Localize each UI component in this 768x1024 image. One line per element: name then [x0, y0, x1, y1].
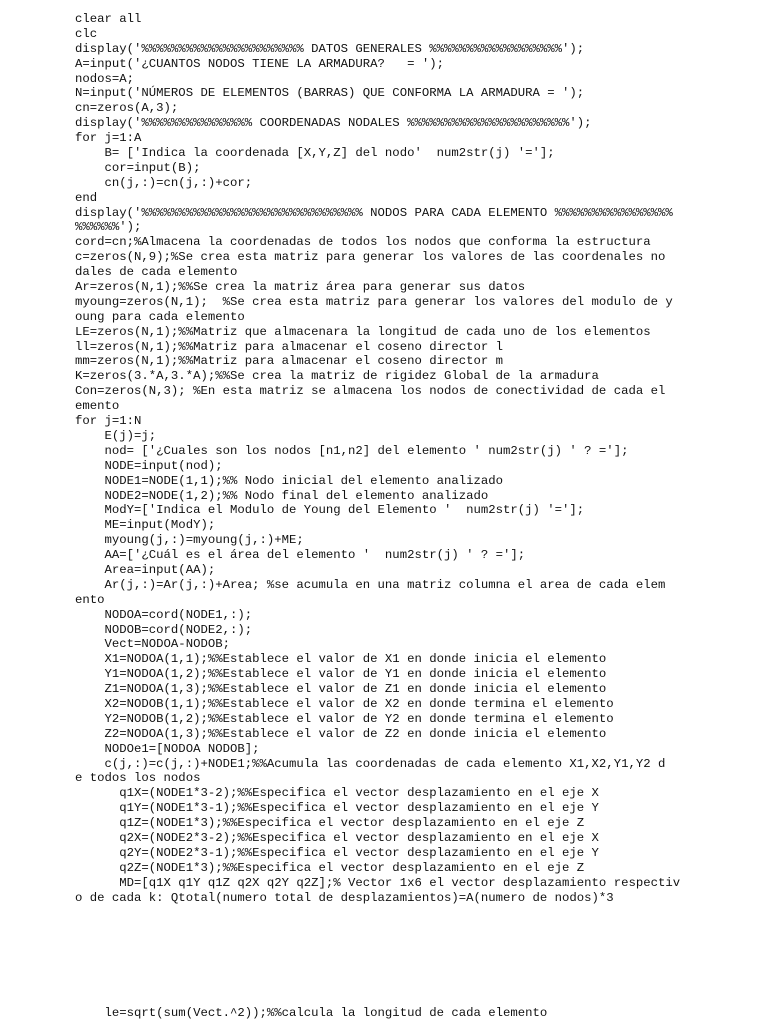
code-line: ento: [75, 592, 105, 607]
code-line: q1X=(NODE1*3-2);%%Especifica el vector desplazamiento en el eje X: [75, 786, 599, 801]
code-line: mm=zeros(N,1);%%Matriz para almacenar el coseno director m: [75, 354, 504, 369]
code-line: emento: [75, 399, 120, 414]
code-line: c(j,:)=c(j,:)+NODE1;%%Acumula las coordenadas de cada elemento X1,X2,Y1,Y2 d: [75, 756, 666, 771]
code-line: Z1=NODOA(1,3);%%Establece el valor de Z1 en donde inicia el elemento: [75, 682, 607, 697]
code-line: Y1=NODOA(1,2);%%Establece el valor de Y1 en donde inicia el elemento: [75, 667, 607, 682]
code-line: cn(j,:)=cn(j,:)+cor;: [75, 175, 253, 190]
code-line: Y2=NODOB(1,2);%%Establece el valor de Y2 en donde termina el elemento: [75, 711, 614, 726]
code-line: %%%%%%');: [75, 220, 142, 235]
code-line: B= ['Indica la coordenada [X,Y,Z] del nodo' num2str(j) '='];: [75, 146, 555, 161]
code-line: Area=input(AA);: [75, 562, 216, 577]
code-line: for j=1:A: [75, 131, 142, 146]
code-line: A=input('¿CUANTOS NODOS TIENE LA ARMADURA? = ');: [75, 56, 444, 71]
code-line: nod= ['¿Cuales son los nodos [n1,n2] del elemento ' num2str(j) ' ? ='];: [75, 443, 629, 458]
code-line-length: le=sqrt(sum(Vect.^2));%%calcula la longitud de cada elemento: [75, 1006, 548, 1020]
code-line: nodos=A;: [75, 71, 135, 86]
code-line: E(j)=j;: [75, 428, 157, 443]
code-line: cord=cn;%Almacena la coordenadas de todos los nodos que conforma la estructura: [75, 235, 651, 250]
code-line: ModY=['Indica el Modulo de Young del Elemento ' num2str(j) '='];: [75, 503, 585, 518]
code-line: NODOA=cord(NODE1,:);: [75, 607, 253, 622]
code-line: Ar(j,:)=Ar(j,:)+Area; %se acumula en una matriz columna el area de cada elem: [75, 577, 666, 592]
code-line: q1Z=(NODE1*3);%%Especifica el vector desplazamiento en el eje Z: [75, 816, 585, 831]
code-line: clear all: [75, 12, 142, 26]
code-line: Ar=zeros(N,1);%%Se crea la matriz área para generar sus datos: [75, 280, 526, 295]
code-line: ll=zeros(N,1);%%Matriz para almacenar el coseno director l: [75, 339, 504, 354]
code-line: AA=['¿Cuál es el área del elemento ' num2str(j) ' ? ='];: [75, 548, 526, 563]
code-line: NODE1=NODE(1,1);%% Nodo inicial del elemento analizado: [75, 473, 504, 488]
code-line: ME=input(ModY);: [75, 518, 216, 533]
code-line: K=zeros(3.*A,3.*A);%%Se crea la matriz de rigidez Global de la armadura: [75, 369, 599, 384]
code-line: NODE2=NODE(1,2);%% Nodo final del elemento analizado: [75, 488, 489, 503]
code-line: NODOB=cord(NODE2,:);: [75, 622, 253, 637]
code-line: q2Z=(NODE1*3);%%Especifica el vector desplazamiento en el eje Z: [75, 860, 585, 875]
code-line: display('%%%%%%%%%%%%%%%%%%%%%% DATOS GENERALES %%%%%%%%%%%%%%%%%%');: [75, 41, 585, 56]
code-line: Vect=NODOA-NODOB;: [75, 637, 230, 652]
code-line: c=zeros(N,9);%Se crea esta matriz para generar los valores de las coordenales no: [75, 250, 666, 265]
code-line: Z2=NODOA(1,3);%%Establece el valor de Z2 en donde inicia el elemento: [75, 726, 607, 741]
code-line: end: [75, 190, 98, 205]
code-line: cor=input(B);: [75, 160, 201, 175]
code-line: display('%%%%%%%%%%%%%%%%%%%%%%%%%%%%%% NODOS PARA CADA ELEMENTO %%%%%%%%%%%%%%%%: [75, 205, 673, 220]
code-listing: [75, 12, 680, 905]
code-line: for j=1:N: [75, 414, 142, 429]
code-line: q2X=(NODE2*3-2);%%Especifica el vector desplazamiento en el eje X: [75, 830, 599, 845]
code-line: cn=zeros(A,3);: [75, 101, 179, 116]
code-line: myoung=zeros(N,1); %Se crea esta matriz para generar los valores del modulo de y: [75, 294, 673, 309]
code-line: display('%%%%%%%%%%%%%%% COORDENADAS NODALES %%%%%%%%%%%%%%%%%%%%%%');: [75, 116, 592, 131]
code-line: LE=zeros(N,1);%%Matriz que almacenara la longitud de cada uno de los elementos: [75, 324, 651, 339]
code-line: X2=NODOB(1,1);%%Establece el valor de X2 en donde termina el elemento: [75, 696, 614, 711]
code-line: dales de cada elemento: [75, 265, 238, 280]
code-line: NODE=input(nod);: [75, 458, 223, 473]
code-line: Con=zeros(N,3); %En esta matriz se almacena los nodos de conectividad de cada el: [75, 384, 666, 399]
code-line: myoung(j,:)=myoung(j,:)+ME;: [75, 533, 304, 548]
code-line: e todos los nodos: [75, 771, 201, 786]
code-line: q2Y=(NODE2*3-1);%%Especifica el vector desplazamiento en el eje Y: [75, 845, 599, 860]
code-line: X1=NODOA(1,1);%%Establece el valor de X1 en donde inicia el elemento: [75, 652, 607, 667]
code-line: o de cada k: Qtotal(numero total de desplazamientos)=A(numero de nodos)*3: [75, 890, 614, 905]
code-line: NODOe1=[NODOA NODOB];: [75, 741, 260, 756]
code-line: oung para cada elemento: [75, 309, 245, 324]
code-line: MD=[q1X q1Y q1Z q2X q2Y q2Z];% Vector 1x6 el vector desplazamiento respectiv: [75, 875, 681, 890]
code-line: clc: [75, 26, 98, 41]
code-line: q1Y=(NODE1*3-1);%%Especifica el vector desplazamiento en el eje Y: [75, 801, 599, 816]
code-line: N=input('NÚMEROS DE ELEMENTOS (BARRAS) QUE CONFORMA LA ARMADURA = ');: [75, 86, 585, 101]
